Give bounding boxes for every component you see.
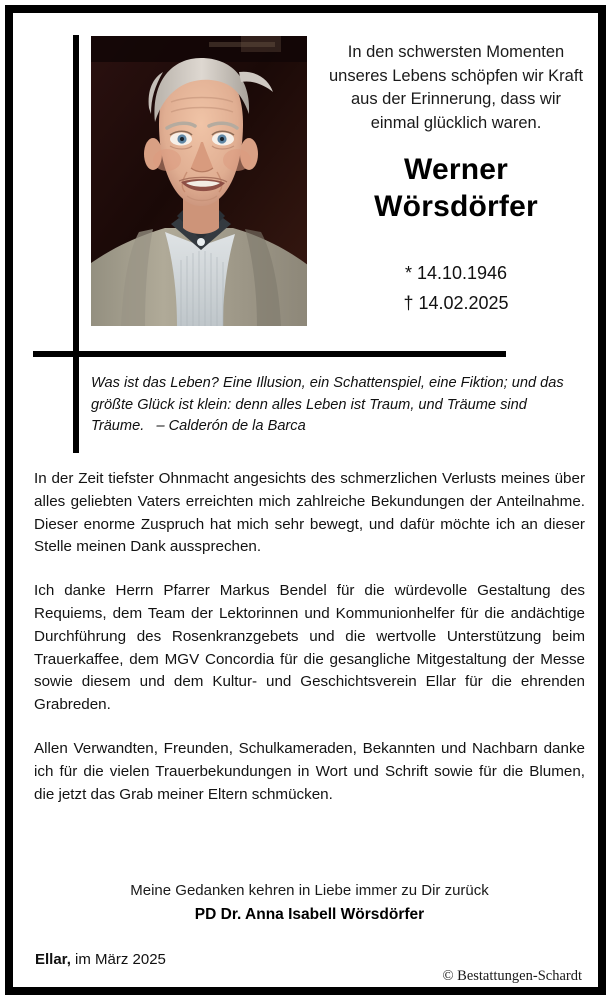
life-dates	[313, 258, 599, 318]
thank-you-text	[34, 468, 585, 806]
closing-block	[34, 880, 585, 926]
memorial-verse	[313, 41, 599, 135]
closing-message: Meine Gedanken kehren in Liebe immer zu Dir zurück	[130, 882, 489, 899]
death-date: † 14.02.2025	[403, 293, 509, 313]
notice-inner	[13, 13, 598, 987]
memorial-notice-card	[5, 5, 606, 995]
paragraph-thanks-community: Allen Verwandten, Freunden, Schulkameraden, Bekannten und Nachbarn danke ich für die vielen Trauerbekundungen in Wort und Schrift sowie für die Blumen, die jetzt das Grab meiner Eltern schmücken.	[34, 739, 585, 803]
footer-place-date	[35, 951, 166, 968]
paragraph-gratitude-intro: In der Zeit tiefster Ohnmacht angesichts des schmerzlichen Verlusts meines über alles geliebten Vaters erreichten mich zahlreiche Bekundungen der Anteilnahme. Dieser enorme Zuspruch hat mich sehr bewegt, und dafür möchte ich an dieser Stelle meinen Dank aussprechen.	[34, 470, 585, 556]
literary-quote	[91, 373, 583, 438]
verse-line-3: aus der Erinnerung, dass wir	[350, 90, 562, 108]
deceased-first-name: Werner	[403, 153, 509, 186]
paragraph-thanks-clergy: Ich danke Herrn Pfarrer Markus Bendel für die würdevolle Gestaltung des Requiems, dem Team der Lektorinnen und Kommunionhelfer für die andächtige Durchführung des Rosenkranzgebets und die wertvolle Unterstützung beim Trauerkaffee, dem MGV Concordia für die gesangliche Mitgestaltung der Messe sowie diesem und dem Kultur- und Geschichtsverein Ellar für die ehrenden Grabreden.	[34, 582, 585, 714]
verse-line-4: einmal glücklich waren.	[370, 113, 542, 132]
verse-line-2: unseres Lebens schöpfen wir Kraft	[328, 66, 584, 85]
signatory-name: PD Dr. Anna Isabell Wörsdörfer	[194, 906, 425, 923]
cross-horizontal-divider	[33, 351, 506, 357]
portrait-photo	[91, 36, 307, 326]
footer-city: Ellar,	[35, 951, 71, 968]
verse-line-1: In den schwersten Momenten	[347, 43, 565, 61]
portrait-illustration	[91, 36, 307, 326]
footer-date: im März 2025	[70, 951, 166, 968]
quote-text: Was ist das Leben? Eine Illusion, ein Schattenspiel, eine Fiktion; und das größte Glück ist klein: denn alles Leben ist Traum, und Träume sind Träume.	[91, 375, 564, 434]
birth-date: * 14.10.1946	[404, 263, 508, 283]
footer-credit: © Bestattungen-Schardt	[442, 968, 582, 984]
quote-attribution: – Calderón de la Barca	[156, 418, 306, 434]
deceased-last-name: Wörsdörfer	[374, 190, 538, 223]
deceased-name	[313, 151, 599, 225]
cross-vertical-stroke	[73, 35, 79, 453]
